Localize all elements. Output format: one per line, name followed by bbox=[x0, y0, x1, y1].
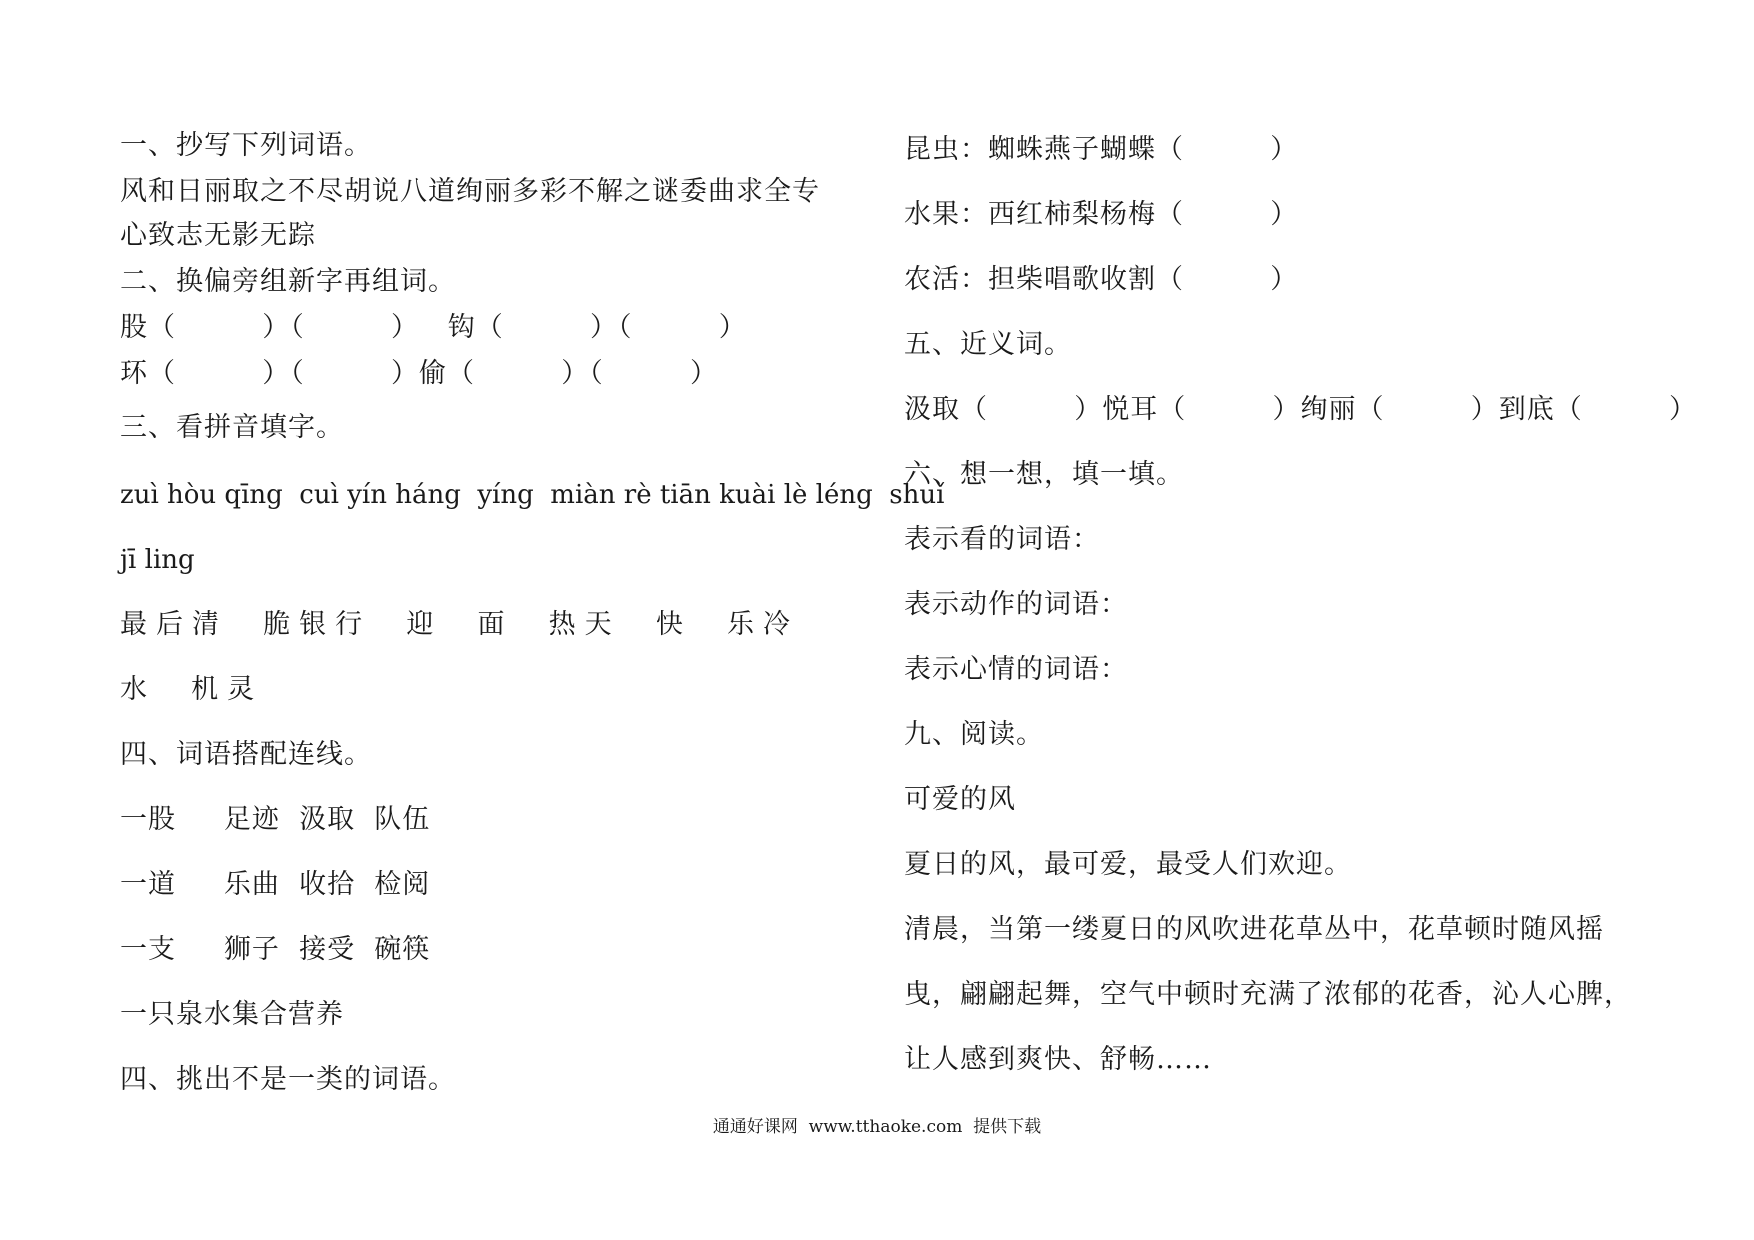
section-4-row2: 一道 乐曲 收拾 检阅 bbox=[120, 869, 431, 900]
section-6-question-mood: 表示心情的词语： bbox=[904, 654, 1128, 685]
section-3-title: 三、看拼音填字。 bbox=[120, 412, 344, 443]
section-4-row4: 一只泉水集合营养 bbox=[120, 999, 344, 1030]
section-3-chars-line2: 水 机灵 bbox=[120, 674, 264, 705]
section-1-title: 一、抄写下列词语。 bbox=[120, 130, 372, 161]
reading-paragraph-1: 夏日的风，最可爱，最受人们欢迎。 bbox=[904, 849, 1352, 880]
section-2-row2: 环（ ）（ ）偷（ ）（ ） bbox=[120, 358, 718, 389]
section-5-row: 汲取（ ）悦耳（ ）绚丽（ ）到底（ ） bbox=[904, 394, 1697, 425]
category-row-fruits: 水果：西红柿梨杨梅（ ） bbox=[904, 199, 1299, 230]
section-3-chars-line1: 最后清 脆银行 迎 面 热天 快 乐冷 bbox=[120, 609, 799, 640]
reading-paragraph-2-line1: 清晨，当第一缕夏日的风吹进花草丛中，花草顿时随风摇 bbox=[904, 914, 1604, 945]
section-2-title: 二、换偏旁组新字再组词。 bbox=[120, 266, 456, 297]
section-4-row3: 一支 狮子 接受 碗筷 bbox=[120, 934, 431, 965]
section-4b-title: 四、挑出不是一类的词语。 bbox=[120, 1064, 456, 1095]
section-6-title: 六、想一想，填一填。 bbox=[904, 459, 1184, 490]
section-3-pinyin-line2: jī ling bbox=[120, 545, 195, 575]
section-4-title: 四、词语搭配连线。 bbox=[120, 739, 372, 770]
category-row-insects: 昆虫：蜘蛛燕子蝴蝶（ ） bbox=[904, 134, 1299, 165]
section-3-pinyin-line1: zuì hòu qīng cuì yín háng yíng miàn rè tiān kuài lè léng shuǐ bbox=[120, 480, 945, 510]
section-1-words-line1: 风和日丽取之不尽胡说八道绚丽多彩不解之谜委曲求全专 bbox=[120, 176, 820, 207]
reading-paragraph-2-line2: 曳，翩翩起舞，空气中顿时充满了浓郁的花香，沁人心脾， bbox=[904, 979, 1632, 1010]
reading-title: 可爱的风 bbox=[904, 784, 1016, 815]
section-2-row1: 股（ ）（ ） 钩（ ）（ ） bbox=[120, 312, 747, 343]
footer-source-note: 通通好课网 www.tthaoke.com 提供下载 bbox=[712, 1117, 1042, 1137]
section-6-question-look: 表示看的词语： bbox=[904, 524, 1100, 555]
section-5-title: 五、近义词。 bbox=[904, 329, 1072, 360]
section-9-title: 九、阅读。 bbox=[904, 719, 1044, 750]
category-row-farmwork: 农活：担柴唱歌收割（ ） bbox=[904, 264, 1299, 295]
section-1-words-line2: 心致志无影无踪 bbox=[120, 220, 316, 251]
reading-paragraph-2-line3: 让人感到爽快、舒畅…… bbox=[904, 1044, 1212, 1075]
section-6-question-action: 表示动作的词语： bbox=[904, 589, 1128, 620]
section-4-row1: 一股 足迹 汲取 队伍 bbox=[120, 804, 431, 835]
